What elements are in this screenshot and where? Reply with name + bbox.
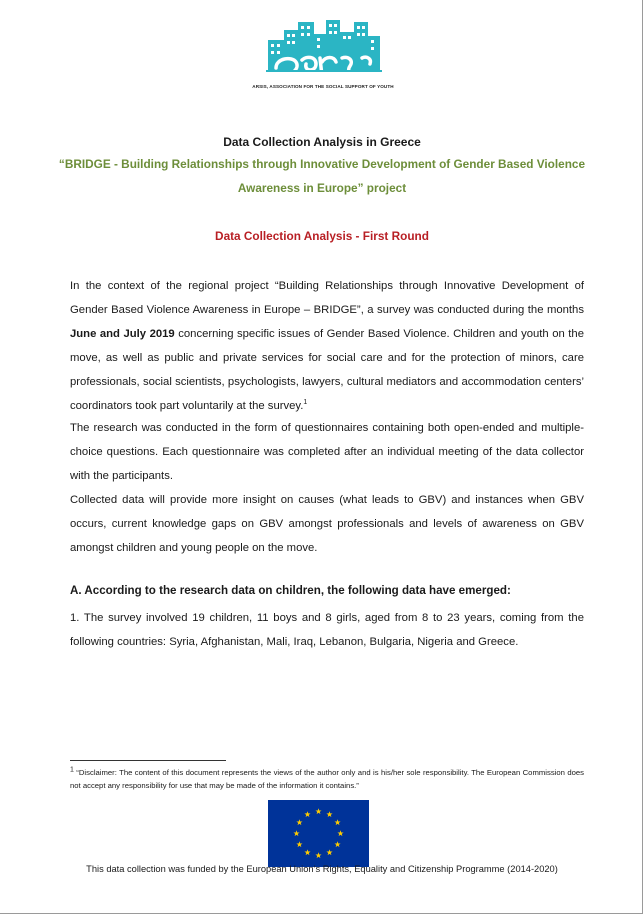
eu-flag-icon (268, 800, 369, 867)
footnote-number: 1 (70, 766, 74, 774)
footnote-text: “Disclaimer: The content of this document represents the views of the author only and is his/her sole responsibility. The European Commission does not accept any responsibility for use that may be made of the information it contains.” (70, 768, 584, 790)
intro-p1-text-a: In the context of the regional project “Building Relationships through Innovative Development of Gender Based Violence Awareness in Europe – BRIDGE”, a survey was conducted during the months (70, 280, 584, 316)
document-title: Data Collection Analysis in Greece (223, 135, 421, 149)
intro-paragraph-3: Collected data will provide more insight on causes (what leads to GBV) and instances when GBV occurs, current knowledge gaps on GBV amongst professionals and levels of awareness on GBV amongst children and young people on the move. (70, 494, 584, 554)
round-title: Data Collection Analysis - First Round (215, 229, 429, 243)
footnote-reference[interactable]: 1 (303, 399, 308, 407)
footnote-divider (70, 760, 226, 761)
logo-caption: ARSIS, ASSOCIATION FOR THE SOCIAL SUPPORT OF YOUTH (252, 84, 394, 89)
funding-statement: This data collection was funded by the European Union’s Rights, Equality and Citizenship Programme (2014-2020) (86, 864, 558, 874)
arsis-buildings-logo (262, 18, 384, 82)
footnote (70, 766, 584, 792)
section-a-heading: A. According to the research data on children, the following data have emerged: (70, 584, 511, 597)
section-a-item-1: 1. The survey involved 19 children, 11 boys and 8 girls, aged from 8 to 23 years, coming from the following countries: Syria, Afghanistan, Mali, Iraq, Lebanon, Bulgaria, Nigeria and Greece. (70, 612, 584, 648)
intro-paragraph-1 (70, 274, 584, 418)
project-title-line-2: Awareness in Europe” project (237, 181, 407, 195)
intro-paragraph-2: The research was conducted in the form of questionnaires containing both open-ended and multiple-choice questions. Each questionnaire was completed after an individual meeting of the data collector with the participants. (70, 422, 584, 482)
project-title-line-1: “BRIDGE - Building Relationships through Innovative Development of Gender Based Violence (58, 157, 586, 171)
intro-p1-text-b: concerning specific issues of Gender Based Violence. Children and youth on the move, as well as public and private services for social care and for the protection of minors, care professionals, social scientists, psychologists, lawyers, cultural mediators and accommodation centers’ coordinators took part voluntarily at the survey. (70, 328, 584, 412)
survey-months: June and July 2019 (70, 328, 175, 340)
